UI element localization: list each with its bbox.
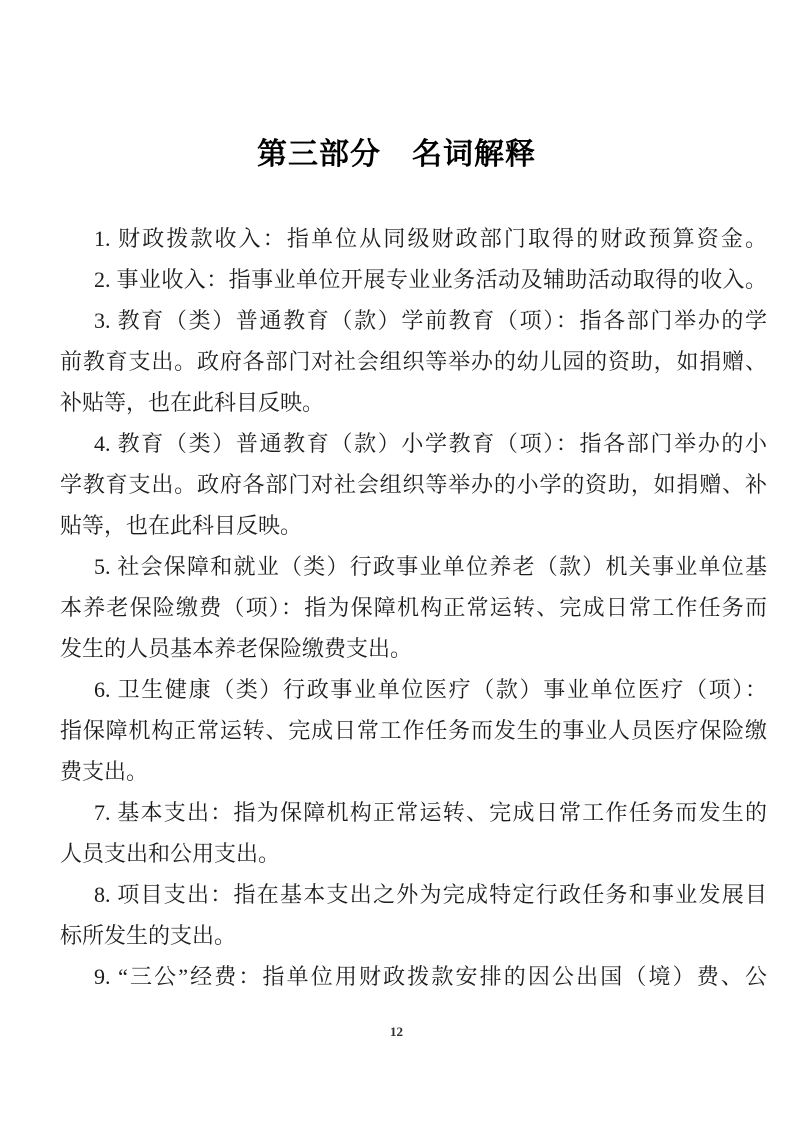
text-line: 8. 项目支出：指在基本支出之外为完成特定行政任务和事业发展目 <box>94 882 767 907</box>
page-title: 第三部分 名词解释 <box>257 138 536 171</box>
text-line: 6. 卫生健康（类）行政事业单位医疗（款）事业单位医疗（项）： <box>94 677 767 702</box>
glossary-item-5 <box>60 546 767 669</box>
text-line: 指保障机构正常运转、完成日常工作任务而发生的事业人员医疗保险缴 <box>60 718 767 743</box>
glossary-item-8 <box>60 874 767 956</box>
glossary-item-3 <box>60 300 767 423</box>
text-line: 3. 教育（类）普通教育（款）学前教育（项）：指各部门举办的学 <box>94 308 767 333</box>
text-line: 4. 教育（类）普通教育（款）小学教育（项）：指各部门举办的小 <box>94 431 767 456</box>
text-line: 人员支出和公用支出。 <box>60 841 281 866</box>
text-line: 5. 社会保障和就业（类）行政事业单位养老（款）机关事业单位基 <box>94 554 767 579</box>
text-line: 费支出。 <box>60 759 149 784</box>
glossary-item-6 <box>60 669 767 792</box>
text-line: 学教育支出。政府各部门对社会组织等举办的小学的资助，如捐赠、补 <box>60 472 767 497</box>
glossary-item-7 <box>60 792 767 874</box>
glossary-body <box>60 218 767 997</box>
glossary-item-9 <box>60 956 767 997</box>
page-number: 12 <box>390 1024 403 1039</box>
text-line: 贴等，也在此科目反映。 <box>60 513 303 538</box>
text-line: 2. 事业收入：指事业单位开展专业业务活动及辅助活动取得的收入。 <box>94 267 767 292</box>
text-line: 7. 基本支出：指为保障机构正常运转、完成日常工作任务而发生的 <box>94 800 767 825</box>
text-line: 本养老保险缴费（项）：指为保障机构正常运转、完成日常工作任务而 <box>60 595 767 620</box>
glossary-item-4 <box>60 423 767 546</box>
text-line: 标所发生的支出。 <box>60 923 237 948</box>
glossary-item-1 <box>60 218 767 259</box>
text-line: 9. “三公”经费：指单位用财政拨款安排的因公出国（境）费、公 <box>94 964 767 989</box>
text-line: 前教育支出。政府各部门对社会组织等举办的幼儿园的资助，如捐赠、 <box>60 349 767 374</box>
text-line: 补贴等，也在此科目反映。 <box>60 390 325 415</box>
text-line: 发生的人员基本养老保险缴费支出。 <box>60 636 413 661</box>
glossary-item-2 <box>60 259 767 300</box>
text-line: 1. 财政拨款收入：指单位从同级财政部门取得的财政预算资金。 <box>94 226 767 251</box>
